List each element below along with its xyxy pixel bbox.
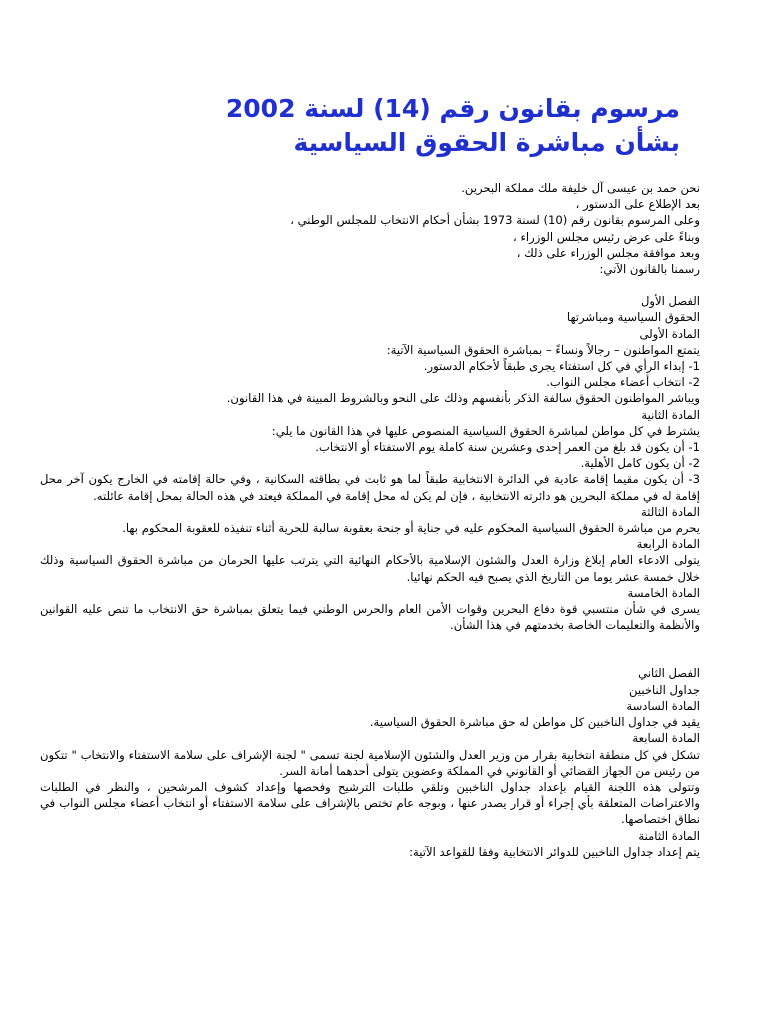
chapter-heading: الفصل الأول: [641, 294, 700, 309]
article-line: 2- انتخاب أعضاء مجلس النواب.: [546, 375, 700, 390]
article-heading: المادة السابعة: [632, 731, 700, 746]
article-line: ويباشر المواطنون الحقوق سالفة الذكر بأنفسهم وذلك على النحو وبالشروط المبينة في هذا القانون.: [226, 391, 700, 406]
article-paragraph: تشكل في كل منطقة انتخابية بقرار من وزير العدل والشئون الإسلامية لجنة تسمى " لجنة الإشراف على سلامة الاستفتاء والانتخاب " تتكون من رئيس من الجهاز القضائي أو القانوني في المملكة وعضوين يتولى أحدهما أمانة السر.: [40, 747, 700, 778]
article-heading: المادة الرابعة: [636, 537, 700, 552]
article-paragraph: يحرم من مباشرة الحقوق السياسية المحكوم عليه في جناية أو جنحة بعقوبة سالبة للحرية أثناء تنفيذه للعقوبة المحكوم بها.: [122, 521, 700, 536]
chapter-subheading: جداول الناخبين: [629, 682, 700, 697]
preamble-line: بعد الإطلاع على الدستور ،: [575, 197, 700, 212]
article-heading: المادة الثامنة: [638, 828, 700, 843]
article-line: يشترط في كل مواطن لمباشرة الحقوق السياسية المنصوص عليها في هذا القانون ما يلي:: [271, 423, 700, 438]
preamble-line: نحن حمد بن عيسى آل خليفة ملك مملكة البحرين.: [461, 181, 700, 195]
chapter-subheading: الحقوق السياسية ومباشرتها: [566, 310, 700, 325]
preamble-line: وعلى المرسوم بقانون رقم (10) لسنة 1973 بشأن أحكام الانتخاب للمجلس الوطني ،: [290, 213, 700, 228]
document-body: [40, 180, 700, 860]
preamble-line: رسمنا بالقانون الآتي:: [599, 262, 700, 277]
chapter-heading: الفصل الثاني: [638, 666, 700, 681]
article-paragraph: يتولى الادعاء العام إبلاغ وزارة العدل والشئون الإسلامية بالأحكام النهائية التي يترتب عليها الحرمان من مباشرة الحقوق السياسية وذلك خلال خمسة عشر يوما من التاريخ الذي يصبح فيه الحكم نهائيا.: [40, 553, 700, 584]
title-line-1: مرسوم بقانون رقم (14) لسنة 2002: [225, 94, 680, 123]
title-line-2: بشأن مباشرة الحقوق السياسية: [293, 128, 680, 157]
article-paragraph: وتتولى هذه اللجنة القيام بإعداد جداول الناخبين وتلقي طلبات الترشيح وفحصها وإعداد كشوف المرشحين ، والنظر في الطلبات والاعتراضات المتعلقة بأي إجراء أو قرار يصدر عنها ، وبوجه عام تختص بالإشراف على سلامة الاستفتاء أو انتخاب أعضاء مجلس النواب في نطاق اختصاصها.: [40, 779, 700, 827]
article-heading: المادة السادسة: [626, 698, 700, 713]
article-line: يتمتع المواطنون – رجالاً ونساءً – بمباشرة الحقوق السياسية الآتية:: [386, 342, 700, 357]
article-paragraph: يقيد في جداول الناخبين كل مواطن له حق مباشرة الحقوق السياسية.: [369, 715, 700, 730]
article-line: 1- إبداء الرأي في كل استفتاء يجرى طبقاً لأحكام الدستور.: [423, 359, 700, 374]
preamble-line: وبعد موافقة مجلس الوزراء على ذلك ،: [516, 245, 700, 260]
article-line: 2- أن يكون كامل الأهلية.: [580, 456, 700, 471]
article-paragraph: يسرى في شأن منتسبي قوة دفاع البحرين وقوات الأمن العام والحرس الوطني فيما يتعلق بمباشرة حق الانتخاب ما تنص عليه القوانين والأنظمة والتعليمات الخاصة بخدمتهم في هذا الشأن.: [40, 602, 700, 633]
article-line: 1- أن يكون قد بلغ من العمر إحدى وعشرين سنة كاملة يوم الاستفتاء أو الانتخاب.: [315, 440, 700, 455]
article-heading: المادة الأولى: [639, 326, 700, 341]
article-paragraph: يتم إعداد جداول الناخبين للدوائر الانتخابية وفقا للقواعد الآتية:: [409, 844, 700, 859]
article-heading: المادة الخامسة: [627, 585, 700, 600]
article-heading: المادة الثالثة: [641, 504, 700, 519]
article-paragraph: 3- أن يكون مقيما إقامة عادية في الدائرة الانتخابية طبقاً لما هو ثابت في بطاقته السكانية ، وفي حالة إقامته في الخارج يكون آخر محل إقامة له في مملكة البحرين هو دائرته الانتخابية ، فإن لم يكن له محل إقامة في المملكة فيعتد في هذه الحالة بمحل إقامة عائلته.: [40, 472, 700, 503]
document-title: [40, 92, 700, 160]
preamble-line: وبناءً على عرض رئيس مجلس الوزراء ،: [513, 229, 700, 244]
article-heading: المادة الثانية: [641, 407, 700, 422]
